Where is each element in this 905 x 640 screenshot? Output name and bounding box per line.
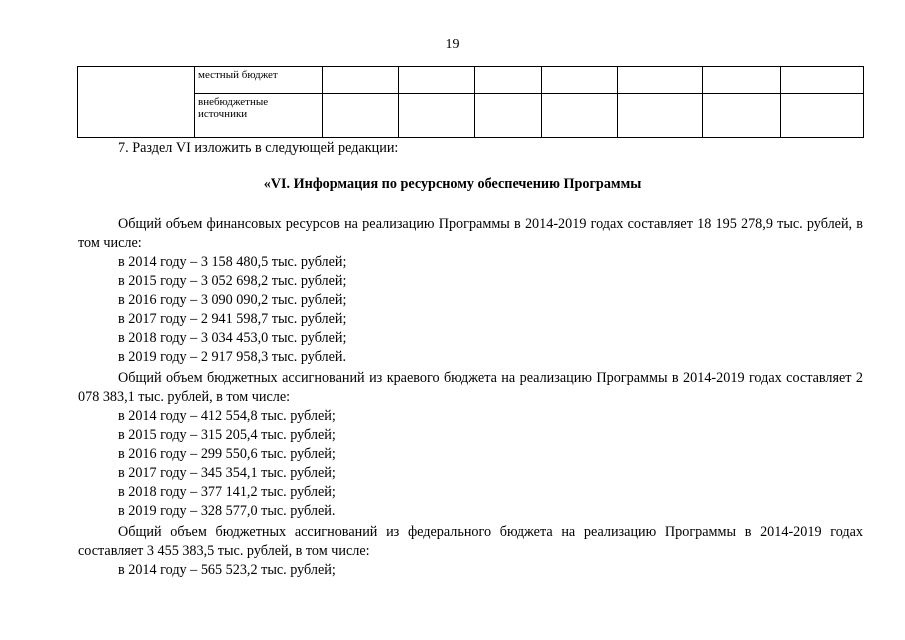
table-row bbox=[78, 67, 864, 94]
table-cell bbox=[781, 94, 864, 138]
regional-year-item: в 2014 году – 412 554,8 тыс. рублей; bbox=[118, 408, 336, 424]
regional-year-item: в 2015 году – 315 205,4 тыс. рублей; bbox=[118, 427, 336, 443]
table-row-label: местный бюджет bbox=[195, 67, 323, 94]
table-cell bbox=[475, 94, 542, 138]
table-row bbox=[78, 94, 864, 138]
table-cell bbox=[618, 94, 703, 138]
section-intro: 7. Раздел VI изложить в следующей редакции: bbox=[118, 140, 399, 156]
table-cell bbox=[703, 94, 781, 138]
page-number: 19 bbox=[445, 37, 460, 52]
budget-table bbox=[77, 66, 864, 138]
total-year-item: в 2017 году – 2 941 598,7 тыс. рублей; bbox=[118, 311, 347, 327]
regional-year-item: в 2018 году – 377 141,2 тыс. рублей; bbox=[118, 484, 336, 500]
table-cell bbox=[542, 94, 618, 138]
section-heading: «VI. Информация по ресурсному обеспечению Программы bbox=[263, 176, 642, 192]
total-year-item: в 2014 году – 3 158 480,5 тыс. рублей; bbox=[118, 254, 347, 270]
table-cell bbox=[323, 94, 399, 138]
regional-year-item: в 2016 году – 299 550,6 тыс. рублей; bbox=[118, 446, 336, 462]
federal-paragraph: Общий объем бюджетных ассигнований из федерального бюджета на реализацию Программы в 2014-2019 годах составляет 3 455 383,5 тыс. рублей, в том числе: bbox=[78, 524, 863, 559]
table-cell bbox=[78, 67, 195, 138]
regional-year-item: в 2017 году – 345 354,1 тыс. рублей; bbox=[118, 465, 336, 481]
table-cell bbox=[781, 67, 864, 94]
table-cell bbox=[323, 67, 399, 94]
federal-year-item: в 2014 году – 565 523,2 тыс. рублей; bbox=[118, 562, 336, 578]
table-cell bbox=[703, 67, 781, 94]
total-paragraph: Общий объем финансовых ресурсов на реализацию Программы в 2014-2019 годах составляет 18 195 278,9 тыс. рублей, в том числе: bbox=[78, 216, 863, 251]
table-cell bbox=[399, 94, 475, 138]
table-cell bbox=[475, 67, 542, 94]
total-year-item: в 2015 году – 3 052 698,2 тыс. рублей; bbox=[118, 273, 347, 289]
table-row-label: внебюджетные источники bbox=[195, 94, 323, 138]
total-year-item: в 2019 году – 2 917 958,3 тыс. рублей. bbox=[118, 349, 347, 365]
regional-year-item: в 2019 году – 328 577,0 тыс. рублей. bbox=[118, 503, 336, 519]
table-cell bbox=[542, 67, 618, 94]
regional-paragraph: Общий объем бюджетных ассигнований из краевого бюджета на реализацию Программы в 2014-2019 годах составляет 2 078 383,1 тыс. рублей, в том числе: bbox=[78, 370, 863, 405]
table-cell bbox=[399, 67, 475, 94]
total-year-item: в 2016 году – 3 090 090,2 тыс. рублей; bbox=[118, 292, 347, 308]
total-year-item: в 2018 году – 3 034 453,0 тыс. рублей; bbox=[118, 330, 347, 346]
table-cell bbox=[618, 67, 703, 94]
